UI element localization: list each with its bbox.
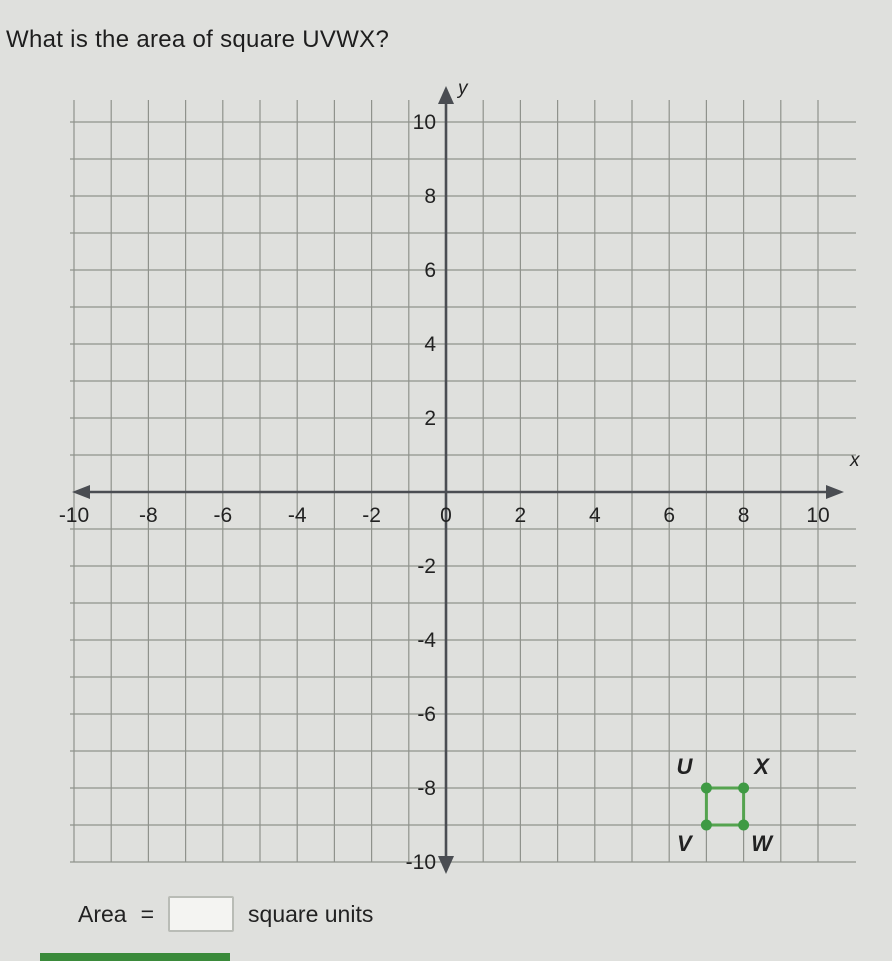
- y-tick-label: -10: [405, 851, 436, 874]
- y-tick-label: 4: [424, 333, 436, 356]
- axes: [72, 86, 844, 874]
- x-tick-label: 6: [663, 504, 676, 527]
- y-tick-label: 8: [424, 185, 436, 208]
- x-tick-label: -6: [213, 504, 233, 527]
- point-x: [738, 783, 749, 794]
- x-tick-label: -8: [139, 504, 158, 527]
- y-axis-arrow-up: [438, 86, 454, 104]
- x-tick-label: 0: [440, 504, 452, 527]
- x-tick-label: 2: [514, 504, 527, 527]
- y-tick-label: 6: [424, 259, 436, 282]
- x-axis-arrow-left: [72, 485, 90, 499]
- y-tick-label: -4: [417, 629, 436, 652]
- y-axis-arrow-down: [438, 856, 454, 874]
- point-label-v: V: [677, 831, 692, 856]
- y-axis-label: y: [458, 78, 468, 99]
- x-tick-label: 4: [588, 504, 601, 527]
- answer-row: [78, 896, 373, 932]
- y-tick-label: -6: [417, 703, 436, 726]
- area-label: Area: [78, 900, 127, 927]
- x-tick-label: -2: [362, 504, 381, 527]
- grid-lines: [70, 100, 856, 862]
- x-axis-arrow-right: [826, 485, 844, 499]
- equals-sign: =: [140, 900, 155, 927]
- point-label-x: X: [754, 754, 769, 779]
- progress-strip: [40, 953, 230, 961]
- square-outline: [706, 788, 743, 825]
- y-tick-label: 2: [424, 407, 436, 430]
- y-tick-label: 10: [412, 111, 436, 134]
- x-tick-label: -4: [287, 504, 307, 527]
- x-tick-label: 8: [737, 504, 750, 527]
- question-text: What is the area of square UVWX?: [6, 26, 390, 53]
- x-tick-label: 10: [806, 504, 830, 527]
- point-label-w: W: [751, 831, 772, 856]
- vertex-points: [676, 754, 774, 856]
- point-v: [701, 820, 712, 831]
- point-label-u: U: [676, 754, 693, 779]
- area-answer-input[interactable]: [168, 896, 234, 932]
- y-tick-label: -8: [417, 777, 436, 800]
- x-tick-label: -10: [58, 504, 90, 527]
- point-u: [701, 783, 712, 794]
- square-uvwx: [706, 788, 743, 825]
- units-label: square units: [248, 900, 374, 927]
- y-tick-label: -2: [417, 555, 436, 578]
- x-axis-label: x: [850, 450, 860, 471]
- tick-labels: [59, 78, 861, 874]
- point-w: [738, 820, 749, 831]
